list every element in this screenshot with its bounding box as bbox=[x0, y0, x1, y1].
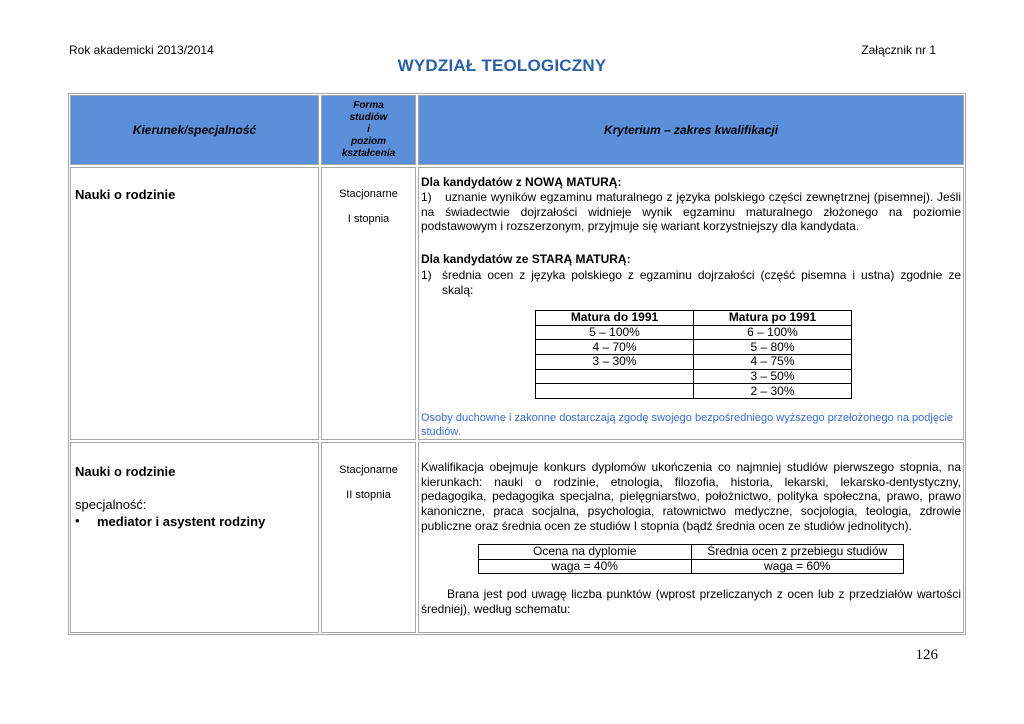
table-row bbox=[536, 384, 852, 399]
table-row bbox=[536, 369, 852, 384]
row2-program-cell bbox=[70, 442, 319, 633]
scale-cell: 4 – 70% bbox=[536, 340, 694, 355]
header-col-program bbox=[70, 95, 319, 165]
new-matura-number: 1) bbox=[421, 190, 432, 204]
new-matura-item: uznanie wyników egzaminu maturalnego z języka polskiego części zewnętrznej (pisemnej). Jeśli na świadectwie dojrzałości widnieje wynik egzaminu maturalnego złożonego na poziomie podstawowym i rozszerzonym, przyjmuje się wariant korzystniejszy dla kandydata. bbox=[421, 190, 961, 234]
old-matura-number: 1) bbox=[421, 268, 432, 282]
header-col-criteria bbox=[418, 95, 964, 165]
academic-year: Rok akademicki 2013/2014 bbox=[69, 43, 214, 57]
row2-specialty: mediator i asystent rodziny bbox=[97, 514, 266, 529]
old-matura-item: średnia ocen z języka polskiego z egzaminu dojrzałości (część pisemna i ustna) zgodnie ze skalą: bbox=[442, 268, 961, 297]
header-col-criteria-label: Kryterium – zakres kwalifikacji bbox=[603, 123, 779, 137]
table-row bbox=[536, 340, 852, 355]
page-number: 126 bbox=[915, 647, 938, 663]
points-text: Brana jest pod uwagę liczba punktów (wprost przeliczanych z ocen lub z przedziałów wartości średniej), według schematu: bbox=[421, 587, 961, 616]
bullet-icon: • bbox=[75, 513, 80, 528]
old-matura-heading: Dla kandydatów ze STARĄ MATURĄ: bbox=[421, 252, 631, 266]
clergy-note: Osoby duchowne i zakonne dostarczają zgodę swojego bezpośredniego wyższego przełożonego na podjęcie studiów. bbox=[421, 412, 954, 438]
row1-program-cell bbox=[70, 167, 319, 440]
header-col-program-label: Kierunek/specjalność bbox=[132, 123, 257, 137]
header-form-line: kształcenia bbox=[341, 148, 396, 159]
row1-form: Stacjonarne bbox=[339, 188, 398, 200]
table-row bbox=[479, 559, 904, 574]
table-row bbox=[536, 325, 852, 340]
attachment-label: Załącznik nr 1 bbox=[861, 43, 936, 57]
table-row bbox=[479, 545, 904, 560]
scale-cell: 2 – 30% bbox=[694, 384, 852, 399]
matura-scale-table bbox=[535, 310, 852, 399]
weights-header-diploma: Ocena na dyplomie bbox=[479, 545, 692, 560]
scale-cell: 4 – 75% bbox=[694, 355, 852, 370]
row1-level: I stopnia bbox=[347, 213, 390, 225]
scale-header-new: Matura po 1991 bbox=[694, 311, 852, 326]
scale-cell bbox=[536, 369, 694, 384]
weight-diploma: waga = 40% bbox=[479, 559, 692, 574]
header-col-form-label bbox=[322, 100, 415, 160]
row2-specialty-label: specjalność: bbox=[75, 497, 147, 512]
scale-header-old: Matura do 1991 bbox=[536, 311, 694, 326]
new-matura-heading: Dla kandydatów z NOWĄ MATURĄ: bbox=[421, 175, 622, 189]
header-col-form bbox=[321, 95, 416, 165]
row2-level: II stopnia bbox=[346, 489, 391, 501]
header-form-line: poziom bbox=[351, 136, 386, 147]
scale-cell: 3 – 50% bbox=[694, 369, 852, 384]
scale-cell: 3 – 30% bbox=[536, 355, 694, 370]
weight-average: waga = 60% bbox=[691, 559, 904, 574]
qualification-text: Kwalifikacja obejmuje konkurs dyplomów ukończenia co najmniej studiów pierwszego stopnia, na kierunkach: nauki o rodzinie, etnologia, filozofia, historia, lekarski, lekarsko-dentystyczny, pedagogika, pedagogika specjalna, pielęgniarstwo, położnictwo, polityka społeczna, prawo, prawo kanoniczne, praca socjalna, psychologia, ratownictwo medyczne, socjologia, teologia, zdrowie publiczne oraz średnia ocen ze studiów I stopnia (bądź średnia ocen ze studiów jednolitych). bbox=[421, 460, 961, 533]
weights-header-average: Średnia ocen z przebiegu studiów bbox=[691, 545, 904, 560]
scale-cell bbox=[536, 384, 694, 399]
scale-cell: 5 – 100% bbox=[536, 325, 694, 340]
scale-header-row bbox=[536, 311, 852, 326]
table-row bbox=[536, 355, 852, 370]
scale-cell: 6 – 100% bbox=[694, 325, 852, 340]
header-form-line: Forma bbox=[353, 100, 384, 111]
row2-form: Stacjonarne bbox=[339, 464, 398, 476]
row2-form-cell bbox=[321, 442, 416, 633]
row2-program: Nauki o rodzinie bbox=[75, 464, 176, 479]
page-title: WYDZIAŁ TEOLOGICZNY bbox=[397, 56, 607, 75]
row1-form-cell bbox=[321, 167, 416, 440]
scale-cell: 5 – 80% bbox=[694, 340, 852, 355]
weights-table bbox=[478, 544, 904, 574]
row1-program: Nauki o rodzinie bbox=[75, 187, 176, 202]
header-form-line: studiów bbox=[349, 112, 388, 123]
header-form-line: i bbox=[367, 124, 370, 135]
